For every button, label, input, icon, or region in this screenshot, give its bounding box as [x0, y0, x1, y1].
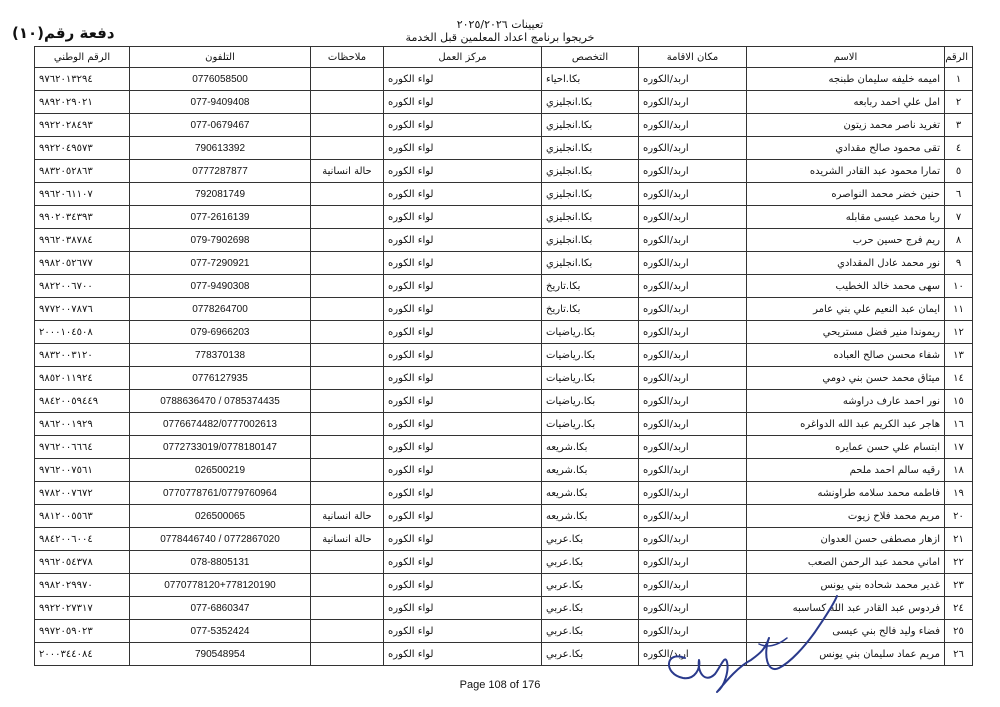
table-row — [35, 505, 973, 528]
national-id: ٩٨٦٢٠٠١٩٢٩ — [35, 413, 130, 436]
work-center: لواء الكوره — [384, 551, 542, 574]
work-center: لواء الكوره — [384, 275, 542, 298]
notes — [311, 482, 384, 505]
specialty: بكا.انجليزي — [542, 114, 639, 137]
row-number: ١١ — [945, 298, 973, 321]
phone-number: 790548954 — [130, 643, 311, 666]
notes — [311, 344, 384, 367]
table-row — [35, 344, 973, 367]
residence: اربد/الكوره — [639, 114, 747, 137]
national-id: ٩٧٦٢٠٠٦٦٦٤ — [35, 436, 130, 459]
notes — [311, 321, 384, 344]
row-number: ٧ — [945, 206, 973, 229]
national-id: ٩٩٠٢٠٣٤٣٩٣ — [35, 206, 130, 229]
specialty: بكا.رياضيات — [542, 321, 639, 344]
residence: اربد/الكوره — [639, 206, 747, 229]
header-num: الرقم — [945, 47, 973, 68]
specialty: بكا.انجليزي — [542, 206, 639, 229]
table-row — [35, 160, 973, 183]
table-row — [35, 413, 973, 436]
row-number: ١٢ — [945, 321, 973, 344]
phone-number: 0770778120+778120190 — [130, 574, 311, 597]
phone-number: 0772733019/0778180147 — [130, 436, 311, 459]
notes — [311, 68, 384, 91]
national-id: ٩٨٢٢٠٠٦٧٠٠ — [35, 275, 130, 298]
specialty: بكا.انجليزي — [542, 229, 639, 252]
national-id: ٩٩٨٢٠٢٩٩٧٠ — [35, 574, 130, 597]
notes — [311, 275, 384, 298]
person-name: ريموندا منير فضل مستريحي — [747, 321, 945, 344]
national-id: ٩٩٢٢٠٢٨٤٩٣ — [35, 114, 130, 137]
row-number: ٢١ — [945, 528, 973, 551]
work-center: لواء الكوره — [384, 114, 542, 137]
specialty: بكا.عربي — [542, 643, 639, 666]
row-number: ٢٦ — [945, 643, 973, 666]
residence: اربد/الكوره — [639, 597, 747, 620]
phone-number: 0777287877 — [130, 160, 311, 183]
person-name: غدير محمد شحاده بني يونس — [747, 574, 945, 597]
specialty: بكا.انجليزي — [542, 160, 639, 183]
residence: اربد/الكوره — [639, 229, 747, 252]
table-row — [35, 367, 973, 390]
table-row — [35, 528, 973, 551]
person-name: هاجر عبد الكريم عبد الله الدواغره — [747, 413, 945, 436]
specialty: بكا.عربي — [542, 574, 639, 597]
table-row — [35, 252, 973, 275]
page-number: Page 108 of 176 — [459, 679, 541, 691]
person-name: امل علي احمد ربابعه — [747, 91, 945, 114]
person-name: نور احمد عارف دراوشه — [747, 390, 945, 413]
header-notes: ملاحظات — [311, 47, 384, 68]
row-number: ٢٣ — [945, 574, 973, 597]
residence: اربد/الكوره — [639, 68, 747, 91]
row-number: ٢٢ — [945, 551, 973, 574]
residence: اربد/الكوره — [639, 574, 747, 597]
work-center: لواء الكوره — [384, 528, 542, 551]
table-row — [35, 298, 973, 321]
national-id: ٩٧٦٢٠٠٧٥٦١ — [35, 459, 130, 482]
notes — [311, 229, 384, 252]
person-name: ربا محمد عيسى مقابله — [747, 206, 945, 229]
person-name: اماني محمد عبد الرحمن الصعب — [747, 551, 945, 574]
row-number: ١٧ — [945, 436, 973, 459]
notes — [311, 114, 384, 137]
specialty: بكا.انجليزي — [542, 91, 639, 114]
row-number: ٢٥ — [945, 620, 973, 643]
specialty: بكا.عربي — [542, 551, 639, 574]
national-id: ٩٩٦٢٠٥٤٣٧٨ — [35, 551, 130, 574]
work-center: لواء الكوره — [384, 137, 542, 160]
specialty: بكا.انجليزي — [542, 183, 639, 206]
person-name: ريم فرج حسين حرب — [747, 229, 945, 252]
header-name: الاسم — [747, 47, 945, 68]
row-number: ٦ — [945, 183, 973, 206]
residence: اربد/الكوره — [639, 620, 747, 643]
specialty: بكا.شريعه — [542, 505, 639, 528]
person-name: مريم عماد سليمان بني يونس — [747, 643, 945, 666]
residence: اربد/الكوره — [639, 344, 747, 367]
phone-number: 792081749 — [130, 183, 311, 206]
table-row — [35, 275, 973, 298]
notes: حالة انسانية — [311, 528, 384, 551]
national-id: ٩٨١٢٠٠٥٥٦٣ — [35, 505, 130, 528]
work-center: لواء الكوره — [384, 68, 542, 91]
notes — [311, 252, 384, 275]
phone-number: 077-0679467 — [130, 114, 311, 137]
national-id: ٢٠٠٠٣٤٤٠٨٤ — [35, 643, 130, 666]
national-id: ٩٧٦٢٠١٣٢٩٤ — [35, 68, 130, 91]
national-id: ٩٨٣٢٠٥٢٨٦٣ — [35, 160, 130, 183]
specialty: بكا.شريعه — [542, 436, 639, 459]
row-number: ٩ — [945, 252, 973, 275]
residence: اربد/الكوره — [639, 160, 747, 183]
person-name: مريم محمد فلاح زيوت — [747, 505, 945, 528]
row-number: ١٨ — [945, 459, 973, 482]
row-number: ٢ — [945, 91, 973, 114]
row-number: ١٦ — [945, 413, 973, 436]
work-center: لواء الكوره — [384, 91, 542, 114]
work-center: لواء الكوره — [384, 505, 542, 528]
specialty: بكا.عربي — [542, 620, 639, 643]
phone-number: 0778264700 — [130, 298, 311, 321]
phone-number: 790613392 — [130, 137, 311, 160]
table-row — [35, 137, 973, 160]
work-center: لواء الكوره — [384, 321, 542, 344]
national-id: ٢٠٠٠١٠٤٥٠٨ — [35, 321, 130, 344]
phone-number: 0776674482/0777002613 — [130, 413, 311, 436]
work-center: لواء الكوره — [384, 597, 542, 620]
residence: اربد/الكوره — [639, 459, 747, 482]
national-id: ٩٨٥٢٠١١٩٢٤ — [35, 367, 130, 390]
person-name: فردوس عبد القادر عبد الله كساسبه — [747, 597, 945, 620]
row-number: ٤ — [945, 137, 973, 160]
notes — [311, 574, 384, 597]
specialty: بكا.تاريخ — [542, 275, 639, 298]
national-id: ٩٨٩٢٠٢٩٠٢١ — [35, 91, 130, 114]
work-center: لواء الكوره — [384, 206, 542, 229]
table-row — [35, 91, 973, 114]
phone-number: 0776058500 — [130, 68, 311, 91]
person-name: سهى محمد خالد الخطيب — [747, 275, 945, 298]
table-row — [35, 183, 973, 206]
national-id: ٩٩٨٢٠٥٢٦٧٧ — [35, 252, 130, 275]
document-subtitle: خريجوا برنامج اعداد المعلمين قبل الخدمة — [405, 31, 595, 44]
person-name: ميثاق محمد حسن بني دومي — [747, 367, 945, 390]
national-id: ٩٩٧٢٠٥٩٠٢٣ — [35, 620, 130, 643]
appointments-table — [34, 46, 973, 666]
work-center: لواء الكوره — [384, 436, 542, 459]
phone-number: 078-8805131 — [130, 551, 311, 574]
national-id: ٩٧٧٢٠٠٧٨٧٦ — [35, 298, 130, 321]
row-number: ٣ — [945, 114, 973, 137]
table-row — [35, 436, 973, 459]
header-national-id: الرقم الوطني — [35, 47, 130, 68]
residence: اربد/الكوره — [639, 367, 747, 390]
header-specialty: التخصص — [542, 47, 639, 68]
row-number: ١٩ — [945, 482, 973, 505]
row-number: ١ — [945, 68, 973, 91]
row-number: ٥ — [945, 160, 973, 183]
notes — [311, 390, 384, 413]
table-row — [35, 229, 973, 252]
row-number: ٨ — [945, 229, 973, 252]
national-id: ٩٩٢٢٠٤٩٥٧٣ — [35, 137, 130, 160]
specialty: بكا.عربي — [542, 597, 639, 620]
document-title: تعيينات ٢٠٢٥/٢٠٢٦ — [456, 18, 544, 31]
phone-number: 0772867020 / 0778446740 — [130, 528, 311, 551]
row-number: ١٤ — [945, 367, 973, 390]
phone-number: 077-9409408 — [130, 91, 311, 114]
residence: اربد/الكوره — [639, 482, 747, 505]
work-center: لواء الكوره — [384, 367, 542, 390]
residence: اربد/الكوره — [639, 91, 747, 114]
work-center: لواء الكوره — [384, 298, 542, 321]
national-id: ٩٩٢٢٠٢٧٣١٧ — [35, 597, 130, 620]
phone-number: 0785374435 / 0788636470 — [130, 390, 311, 413]
work-center: لواء الكوره — [384, 229, 542, 252]
person-name: فضاء وليد فالح بني عيسى — [747, 620, 945, 643]
row-number: ٢٠ — [945, 505, 973, 528]
phone-number: 077-5352424 — [130, 620, 311, 643]
work-center: لواء الكوره — [384, 574, 542, 597]
specialty: بكا.رياضيات — [542, 413, 639, 436]
notes — [311, 91, 384, 114]
person-name: تمارا محمود عبد القادر الشريده — [747, 160, 945, 183]
work-center: لواء الكوره — [384, 643, 542, 666]
work-center: لواء الكوره — [384, 459, 542, 482]
header-work-center: مركز العمل — [384, 47, 542, 68]
specialty: بكا.رياضيات — [542, 367, 639, 390]
header-phone: التلفون — [130, 47, 311, 68]
national-id: ٩٩٦٢٠٦١١٠٧ — [35, 183, 130, 206]
notes — [311, 183, 384, 206]
batch-number: دفعة رقم(١٠) — [12, 24, 115, 42]
residence: اربد/الكوره — [639, 551, 747, 574]
phone-number: 077-9490308 — [130, 275, 311, 298]
work-center: لواء الكوره — [384, 620, 542, 643]
table-row — [35, 459, 973, 482]
phone-number: 0776127935 — [130, 367, 311, 390]
notes — [311, 436, 384, 459]
table-row — [35, 482, 973, 505]
row-number: ١٣ — [945, 344, 973, 367]
residence: اربد/الكوره — [639, 528, 747, 551]
phone-number: 0770778761/0779760964 — [130, 482, 311, 505]
specialty: بكا.شريعه — [542, 482, 639, 505]
table-row — [35, 206, 973, 229]
row-number: ١٠ — [945, 275, 973, 298]
row-number: ٢٤ — [945, 597, 973, 620]
residence: اربد/الكوره — [639, 505, 747, 528]
residence: اربد/الكوره — [639, 275, 747, 298]
specialty: بكا.انجليزي — [542, 137, 639, 160]
header-residence: مكان الاقامة — [639, 47, 747, 68]
phone-number: 077-7290921 — [130, 252, 311, 275]
national-id: ٩٨٤٢٠٠٦٠٠٤ — [35, 528, 130, 551]
specialty: بكا.شريعه — [542, 459, 639, 482]
national-id: ٩٩٦٢٠٣٨٧٨٤ — [35, 229, 130, 252]
work-center: لواء الكوره — [384, 344, 542, 367]
notes: حالة انسانية — [311, 505, 384, 528]
phone-number: 077-2616139 — [130, 206, 311, 229]
notes — [311, 367, 384, 390]
residence: اربد/الكوره — [639, 436, 747, 459]
notes: حالة انسانية — [311, 160, 384, 183]
person-name: ابتسام علي حسن عمايره — [747, 436, 945, 459]
table-row — [35, 321, 973, 344]
specialty: بكا.تاريخ — [542, 298, 639, 321]
residence: اربد/الكوره — [639, 413, 747, 436]
phone-number: 778370138 — [130, 344, 311, 367]
work-center: لواء الكوره — [384, 252, 542, 275]
person-name: ايمان عبد النعيم علي بني عامر — [747, 298, 945, 321]
residence: اربد/الكوره — [639, 252, 747, 275]
work-center: لواء الكوره — [384, 183, 542, 206]
table-row — [35, 551, 973, 574]
residence: اربد/الكوره — [639, 390, 747, 413]
person-name: فاطمه محمد سلامه طراونشه — [747, 482, 945, 505]
table-row — [35, 114, 973, 137]
notes — [311, 413, 384, 436]
residence: اربد/الكوره — [639, 321, 747, 344]
person-name: ازهار مصطفى حسن العدوان — [747, 528, 945, 551]
work-center: لواء الكوره — [384, 390, 542, 413]
specialty: بكا.احياء — [542, 68, 639, 91]
notes — [311, 620, 384, 643]
work-center: لواء الكوره — [384, 160, 542, 183]
table-row — [35, 68, 973, 91]
residence: اربد/الكوره — [639, 298, 747, 321]
notes — [311, 597, 384, 620]
phone-number: 026500219 — [130, 459, 311, 482]
residence: اربد/الكوره — [639, 137, 747, 160]
person-name: شفاء محسن صالح العباده — [747, 344, 945, 367]
specialty: بكا.انجليزي — [542, 252, 639, 275]
table-row — [35, 390, 973, 413]
residence: اربد/الكوره — [639, 643, 747, 666]
notes — [311, 459, 384, 482]
notes — [311, 137, 384, 160]
national-id: ٩٧٨٢٠٠٧٦٧٢ — [35, 482, 130, 505]
person-name: نور محمد عادل المقدادي — [747, 252, 945, 275]
national-id: ٩٨٤٢٠٠٥٩٤٤٩ — [35, 390, 130, 413]
residence: اربد/الكوره — [639, 183, 747, 206]
phone-number: 077-6860347 — [130, 597, 311, 620]
person-name: اميمه خليفه سليمان طبنجه — [747, 68, 945, 91]
national-id: ٩٨٣٢٠٠٣١٢٠ — [35, 344, 130, 367]
notes — [311, 643, 384, 666]
person-name: حنين خضر محمد النواصره — [747, 183, 945, 206]
phone-number: 026500065 — [130, 505, 311, 528]
table-header-row — [35, 47, 973, 68]
phone-number: 079-6966203 — [130, 321, 311, 344]
specialty: بكا.رياضيات — [542, 390, 639, 413]
notes — [311, 551, 384, 574]
work-center: لواء الكوره — [384, 482, 542, 505]
phone-number: 079-7902698 — [130, 229, 311, 252]
person-name: رقيه سالم احمد ملحم — [747, 459, 945, 482]
notes — [311, 298, 384, 321]
work-center: لواء الكوره — [384, 413, 542, 436]
specialty: بكا.رياضيات — [542, 344, 639, 367]
specialty: بكا.عربي — [542, 528, 639, 551]
person-name: تقى محمود صالح مقدادي — [747, 137, 945, 160]
notes — [311, 206, 384, 229]
row-number: ١٥ — [945, 390, 973, 413]
person-name: تغريد ناصر محمد زيتون — [747, 114, 945, 137]
